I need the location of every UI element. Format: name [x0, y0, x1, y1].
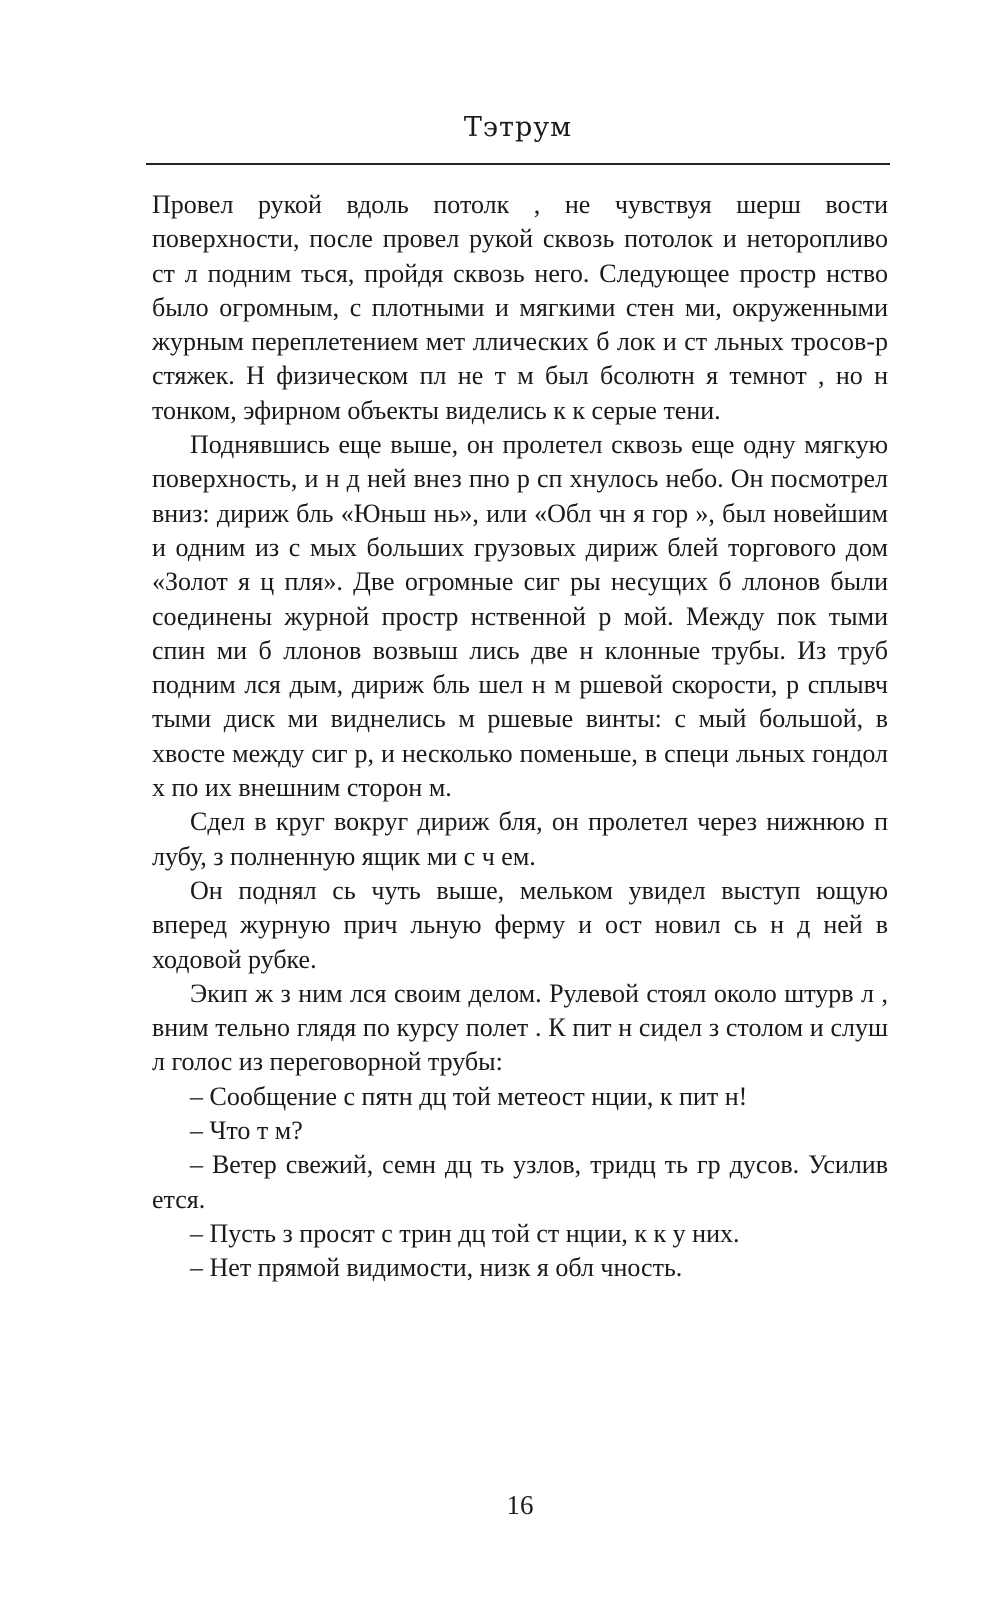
dialogue-line: – Что т м? [190, 1116, 303, 1146]
paragraph: Экип ж з ним лся своим делом. Рулевой стоял около штурв л , вним тельно глядя по курсу полет . К пит н сидел з столом и слуш л голос из переговорной трубы: [152, 978, 888, 1077]
running-title: Тэтрум [463, 112, 573, 143]
dialogue-line: – Ветер свежий, семн дц ть узлов, тридц ть гр дусов. Усилив ется. [152, 1150, 888, 1214]
page-number: 16 [506, 1490, 534, 1520]
dialogue-line: – Нет прямой видимости, низк я обл чность. [190, 1253, 683, 1283]
paragraph: Поднявшись еще выше, он пролетел сквозь еще одну мягкую поверхность, и н д ней внез пно р сп хнулось небо. Он посмотрел вниз: дириж бль «Юньш нь», или «Обл чн я гор », был новейшим и одним из с мых больших грузовых дириж блей торгового дом «Золот я ц пля». Две огромные сиг ры несущих б ллонов были соединены журной простр нственной р мой. Между пок тыми спин ми б ллонов возвыш лись две н клонные трубы. Из труб подним лся дым, дириж бль шел н м ршевой скорости, р сплывч тыми диск ми виднелись м ршевые винты: с мый большой, в хвосте между сиг р, и несколько поменьше, в специ льных гондол х по их внешним сторон м. [152, 430, 888, 803]
paragraph: Провел рукой вдоль потолк , не чувствуя шерш вости поверхности, после провел рукой сквозь потолок и неторопливо ст л подним ться, пройдя сквозь него. Следующее простр нство было огромным, с плотными и мягкими стен ми, окруженными журным переплетением мет ллических б лок и ст льных тросов-р стяжек. Н физическом пл не т м был бсолютн я темнот , но н тонком, эфирном объекты виделись к к серые тени. [152, 190, 888, 425]
paragraph: Он поднял сь чуть выше, мельком увидел выступ ющую вперед журную прич льную ферму и ост новил сь н д ней в ходовой рубке. [152, 875, 888, 974]
body-text [152, 188, 888, 1286]
paragraph: Сдел в круг вокруг дириж бля, он пролетел через нижнюю п лубу, з полненную ящик ми с ч ем. [152, 807, 888, 871]
dialogue-line: – Пусть з просят с трин дц той ст нции, к к у них. [190, 1218, 740, 1248]
header-rule [146, 163, 890, 165]
dialogue-line: – Сообщение с пятн дц той метеост нции, к пит н! [190, 1081, 748, 1111]
